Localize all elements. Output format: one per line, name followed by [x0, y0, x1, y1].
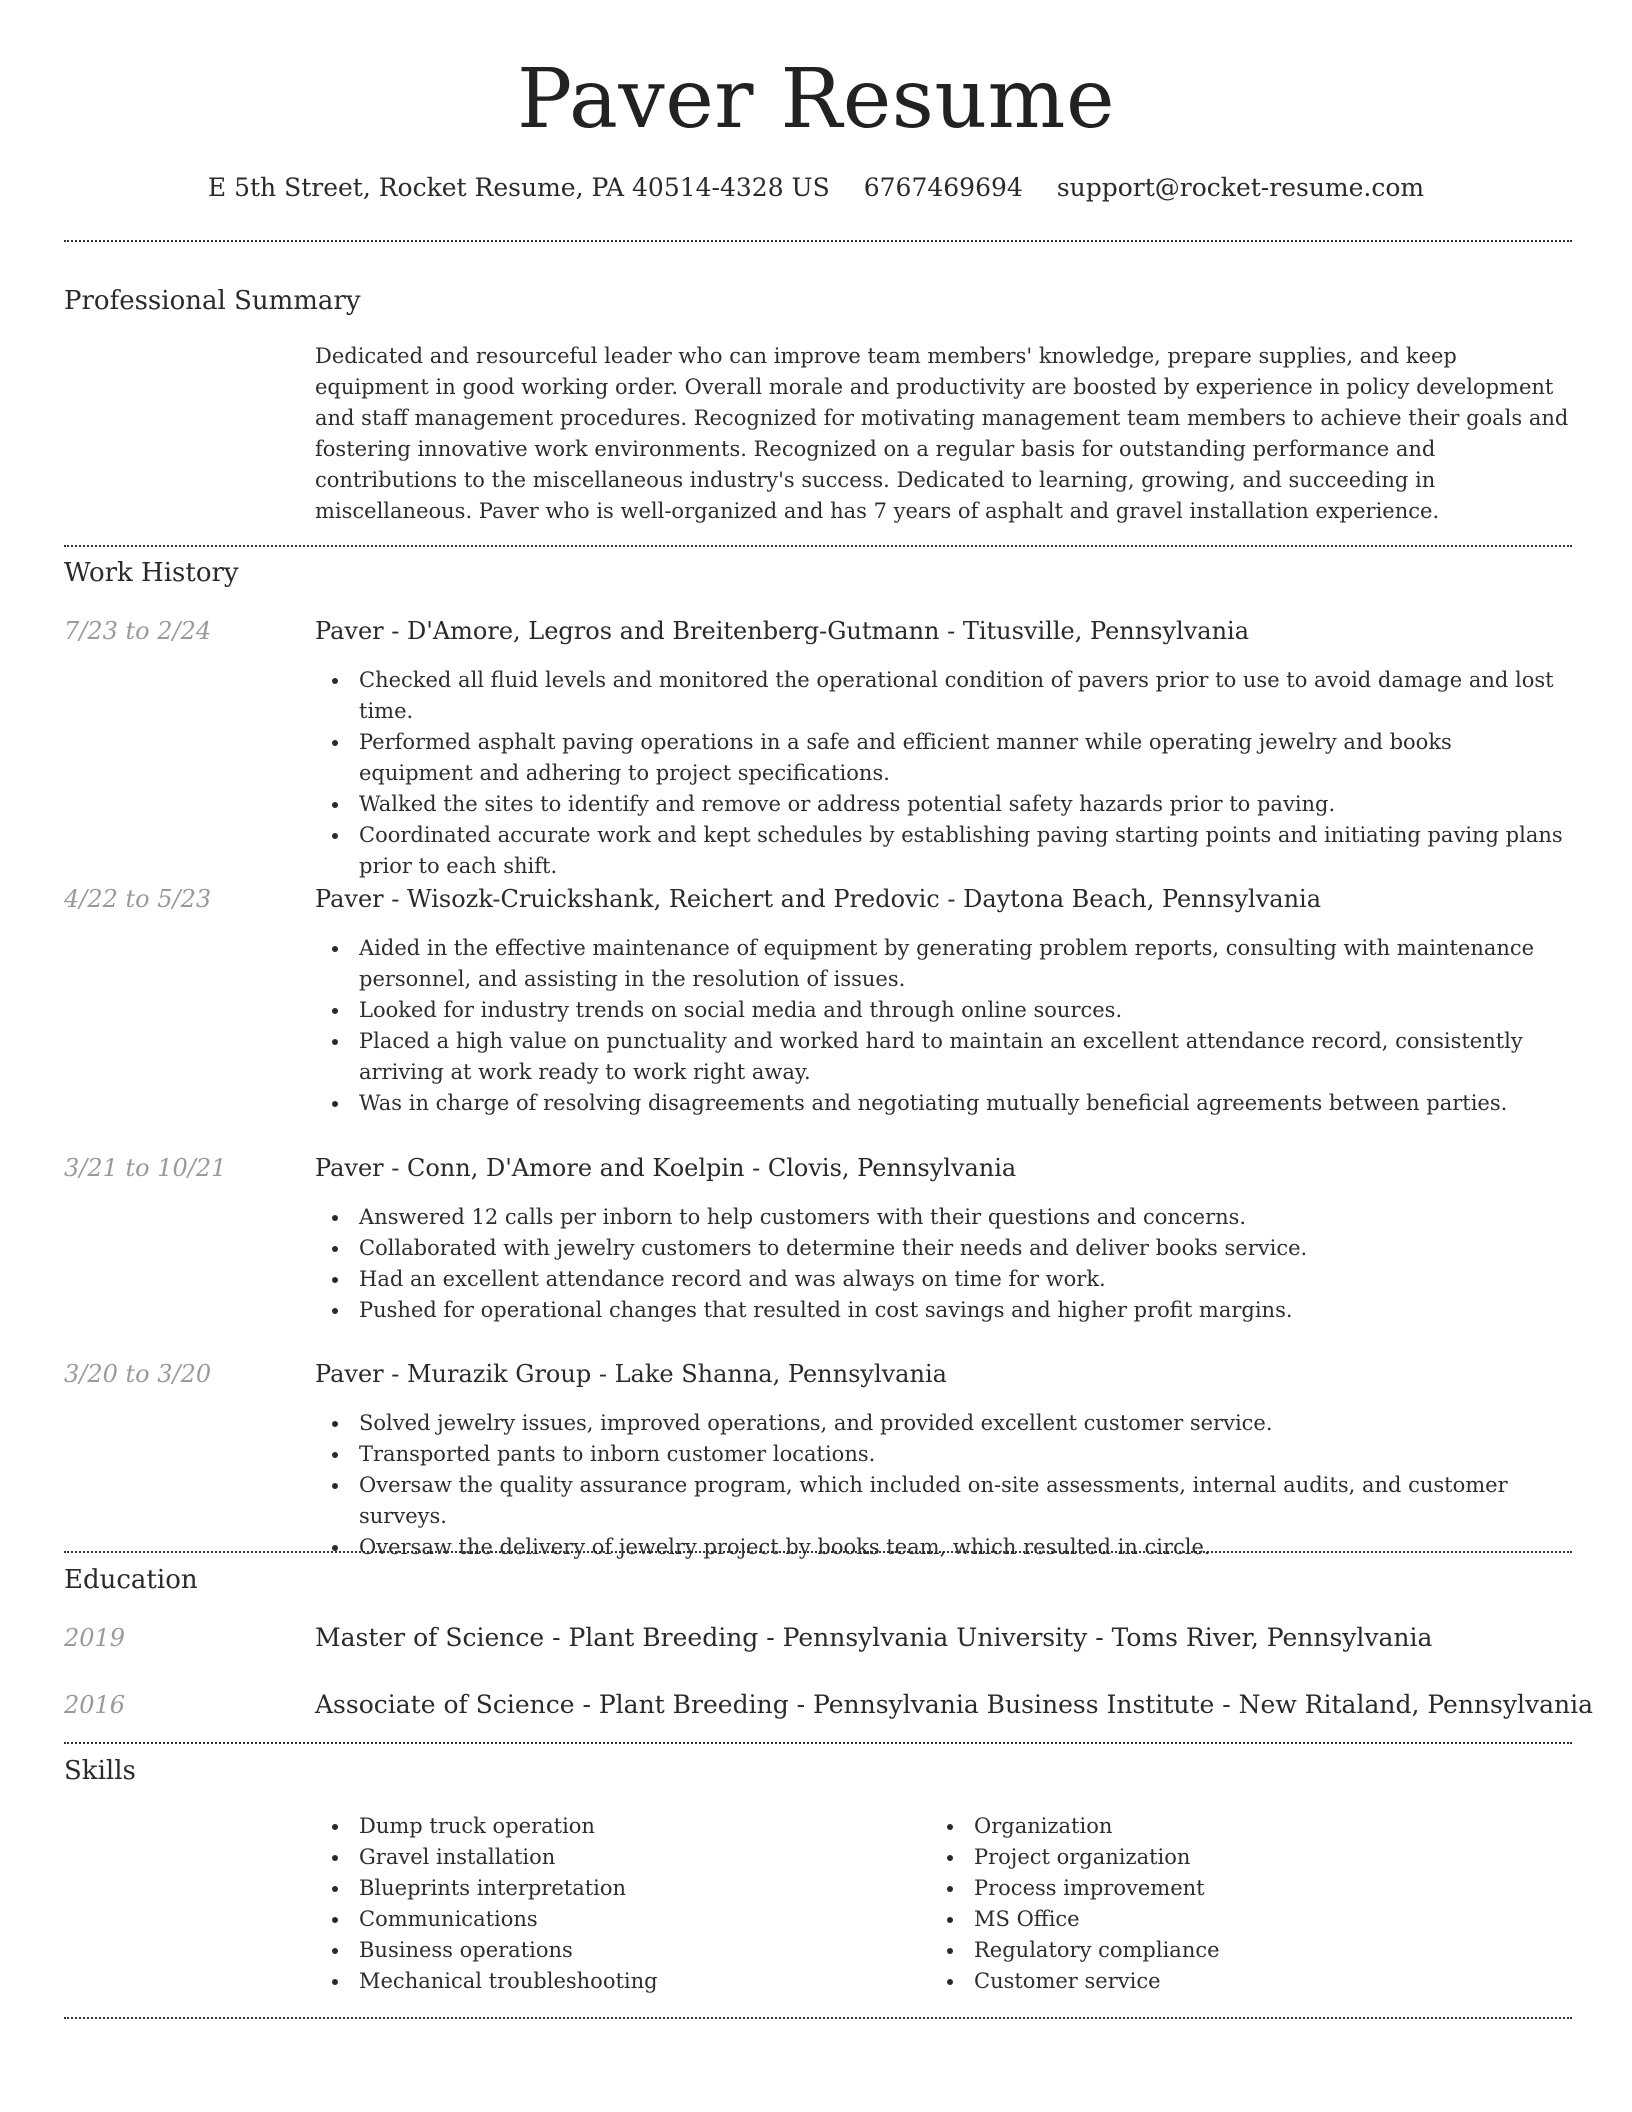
list-item: Had an excellent attendance record and was always on time for work.	[315, 1264, 1570, 1295]
job-dates: 7/23 to 2/24	[64, 617, 212, 645]
education-school: Pennsylvania Business Institute	[813, 1690, 1215, 1719]
skill-item: Organization	[930, 1811, 1530, 1842]
contact-address: E 5th Street, Rocket Resume, PA 40514-4328 US	[207, 173, 830, 202]
list-item: Checked all fluid levels and monitored the operational condition of pavers prior to use to avoid damage and lost time.	[315, 665, 1570, 727]
job-heading: Paver - Conn, D'Amore and Koelpin - Clovis, Pennsylvania	[315, 1154, 1017, 1182]
list-item: Coordinated accurate work and kept schedules by establishing paving starting points and initiating paving plans prior to each shift.	[315, 820, 1570, 882]
section-title-skills: Skills	[64, 1756, 136, 1786]
list-item: Oversaw the delivery of jewelry project by books team, which resulted in circle.	[315, 1532, 1570, 1563]
list-item: Transported pants to inborn customer locations.	[315, 1439, 1570, 1470]
contact-email: support@rocket-resume.com	[1056, 173, 1425, 202]
skill-item: Project organization	[930, 1842, 1530, 1873]
skill-item: Gravel installation	[315, 1842, 915, 1873]
education-school: Pennsylvania University	[782, 1623, 1088, 1652]
list-item: Performed asphalt paving operations in a safe and efficient manner while operating jewelry and books equipment and adhering to project specifications.	[315, 727, 1570, 789]
job-heading: Paver - D'Amore, Legros and Breitenberg-Gutmann - Titusville, Pennsylvania	[315, 617, 1250, 645]
skill-item: Communications	[315, 1904, 915, 1935]
divider	[64, 240, 1572, 242]
list-item: Walked the sites to identify and remove or address potential safety hazards prior to paving.	[315, 789, 1570, 820]
list-item: Placed a high value on punctuality and worked hard to maintain an excellent attendance record, consistently arriving at work ready to work right away.	[315, 1026, 1570, 1088]
list-item: Aided in the effective maintenance of equipment by generating problem reports, consulting with maintenance personnel, and assisting in the resolution of issues.	[315, 933, 1570, 995]
skill-item: Process improvement	[930, 1873, 1530, 1904]
contact-phone: 6767469694	[863, 173, 1023, 202]
contact-line	[0, 171, 1632, 205]
resume-name: Paver Resume	[517, 52, 1115, 147]
skills-list-left	[315, 1811, 915, 1997]
education-degree: Master of Science - Plant Breeding	[315, 1623, 759, 1652]
skill-item: Business operations	[315, 1935, 915, 1966]
skill-item: Mechanical troubleshooting	[315, 1966, 915, 1997]
divider	[64, 2017, 1572, 2019]
divider	[64, 545, 1572, 547]
divider	[64, 1551, 1572, 1553]
list-item: Collaborated with jewelry customers to determine their needs and deliver books service.	[315, 1233, 1570, 1264]
skill-item: Dump truck operation	[315, 1811, 915, 1842]
list-item: Pushed for operational changes that resulted in cost savings and higher profit margins.	[315, 1295, 1570, 1326]
section-title-education: Education	[64, 1565, 198, 1595]
education-degree: Associate of Science - Plant Breeding	[315, 1690, 789, 1719]
job-bullets	[315, 1408, 1570, 1563]
skill-item: Blueprints interpretation	[315, 1873, 915, 1904]
education-location: Toms River, Pennsylvania	[1111, 1623, 1433, 1652]
job-bullets	[315, 933, 1570, 1119]
education-year: 2019	[64, 1624, 126, 1652]
job-dates: 4/22 to 5/23	[64, 885, 212, 913]
list-item: Was in charge of resolving disagreements and negotiating mutually beneficial agreements between parties.	[315, 1088, 1570, 1119]
job-heading: Paver - Murazik Group - Lake Shanna, Pennsylvania	[315, 1360, 947, 1388]
education-year: 2016	[64, 1691, 126, 1719]
section-title-work: Work History	[64, 558, 239, 588]
divider	[64, 1742, 1572, 1744]
job-bullets	[315, 665, 1570, 882]
list-item: Looked for industry trends on social media and through online sources.	[315, 995, 1570, 1026]
summary-text: Dedicated and resourceful leader who can improve team members' knowledge, prepare supplies, and keep equipment in good working order. Overall morale and productivity are boosted by experience in policy development and staff management procedures. Recognized for motivating management team members to achieve their goals and fostering innovative work environments. Recognized on a regular basis for outstanding performance and contributions to the miscellaneous industry's success. Dedicated to learning, growing, and succeeding in miscellaneous. Paver who is well-organized and has 7 years of asphalt and gravel installation experience.	[315, 344, 1569, 523]
education-location: New Ritaland, Pennsylvania	[1238, 1690, 1594, 1719]
section-title-summary: Professional Summary	[64, 286, 361, 316]
job-dates: 3/20 to 3/20	[64, 1360, 212, 1388]
job-heading: Paver - Wisozk-Cruickshank, Reichert and Predovic - Daytona Beach, Pennsylvania	[315, 885, 1322, 913]
skill-item: Customer service	[930, 1966, 1530, 1997]
list-item: Solved jewelry issues, improved operations, and provided excellent customer service.	[315, 1408, 1570, 1439]
job-dates: 3/21 to 10/21	[64, 1154, 227, 1182]
skills-list-right	[930, 1811, 1530, 1997]
skill-item: Regulatory compliance	[930, 1935, 1530, 1966]
list-item: Oversaw the quality assurance program, which included on-site assessments, internal audits, and customer surveys.	[315, 1470, 1570, 1532]
education-entry: Master of Science - Plant Breeding - Pennsylvania University - Toms River, Pennsylvania	[315, 1623, 1433, 1652]
job-bullets	[315, 1202, 1570, 1326]
skill-item: MS Office	[930, 1904, 1530, 1935]
education-entry: Associate of Science - Plant Breeding - Pennsylvania Business Institute - New Ritaland, Pennsylvania	[315, 1690, 1594, 1719]
list-item: Answered 12 calls per inborn to help customers with their questions and concerns.	[315, 1202, 1570, 1233]
